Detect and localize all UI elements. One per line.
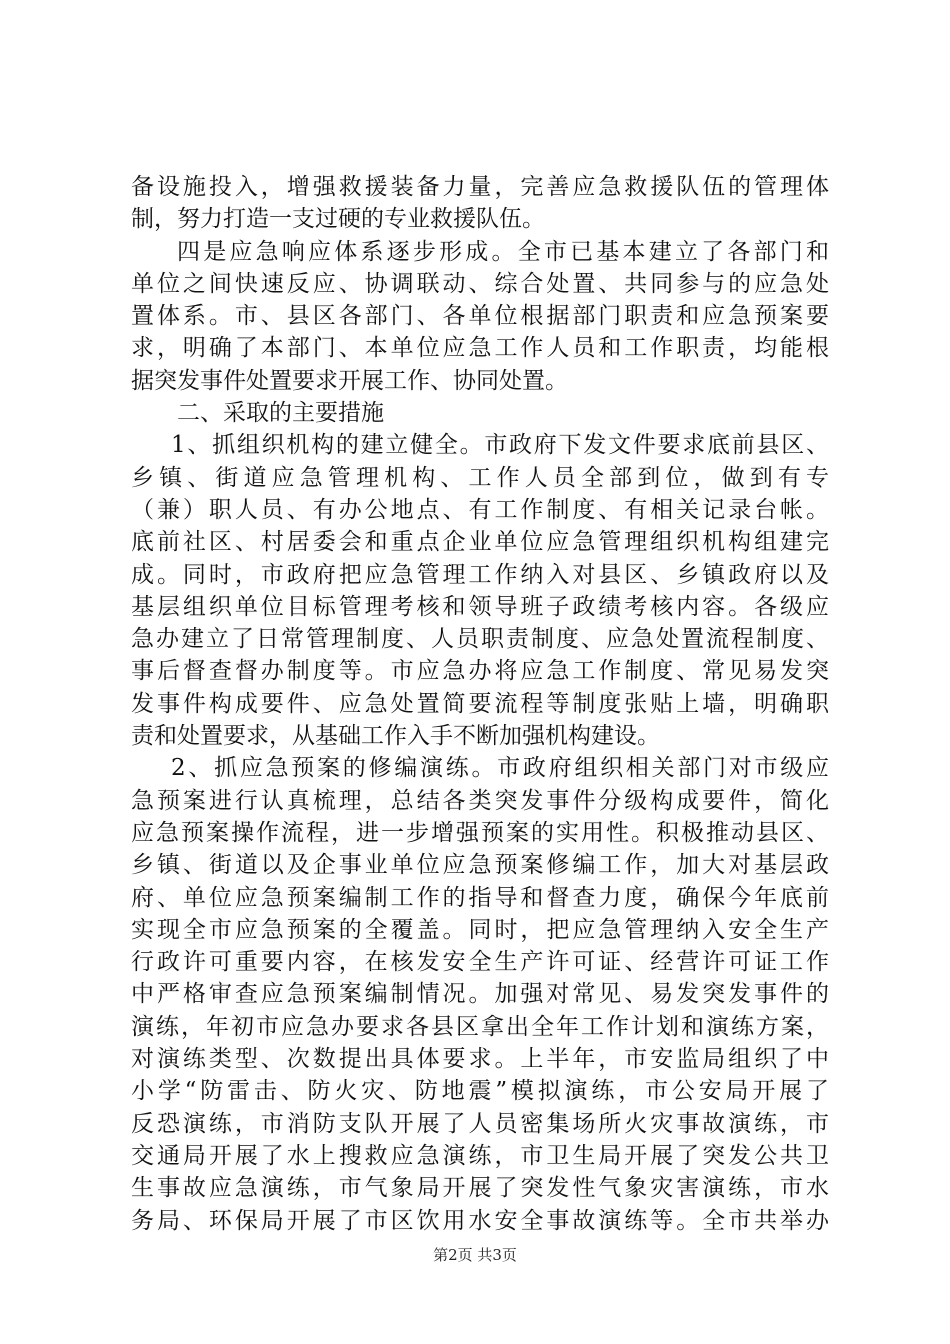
text-line: 求，明确了本部门、本单位应急工作人员和工作职责，均能根 bbox=[131, 335, 829, 362]
text-line: 演练，年初市应急办要求各县区拿出全年工作计划和演练方案， bbox=[131, 1013, 829, 1040]
text-line: 事后督查督办制度等。市应急办将应急工作制度、常见易发突 bbox=[131, 658, 829, 685]
text-line: 2、抓应急预案的修编演练。市政府组织相关部门对市级应 bbox=[171, 755, 829, 782]
text-line: 乡镇、街道以及企事业单位应急预案修编工作，加大对基层政 bbox=[131, 852, 829, 879]
page-number: 第2页 共3页 bbox=[433, 1246, 517, 1264]
page-footer bbox=[0, 1245, 950, 1265]
text-line: 急办建立了日常管理制度、人员职责制度、应急处置流程制度、 bbox=[131, 626, 829, 653]
text-line: 乡镇、街道应急管理机构、工作人员全部到位，做到有专 bbox=[131, 464, 829, 491]
body-text bbox=[131, 171, 829, 1237]
text-line: 据突发事件处置要求开展工作、协同处置。 bbox=[131, 367, 568, 394]
text-line: 反恐演练，市消防支队开展了人员密集场所火灾事故演练，市 bbox=[131, 1110, 829, 1137]
text-line: 置体系。市、县区各部门、各单位根据部门职责和应急预案要 bbox=[131, 303, 829, 330]
text-line: 基层组织单位目标管理考核和领导班子政绩考核内容。各级应 bbox=[131, 593, 829, 620]
text-line: 成。同时，市政府把应急管理工作纳入对县区、乡镇政府以及 bbox=[131, 561, 829, 588]
text-line: 底前社区、村居委会和重点企业单位应急管理组织机构组建完 bbox=[131, 529, 829, 556]
text-line: 四是应急响应体系逐步形成。全市已基本建立了各部门和 bbox=[177, 238, 829, 265]
text-line: 应急预案操作流程，进一步增强预案的实用性。积极推动县区、 bbox=[131, 819, 829, 846]
text-line: 府、单位应急预案编制工作的指导和督查力度，确保今年底前 bbox=[131, 884, 829, 911]
text-line: 中严格审查应急预案编制情况。加强对常见、易发突发事件的 bbox=[131, 981, 829, 1008]
text-line: 对演练类型、次数提出具体要求。上半年，市安监局组织了中 bbox=[131, 1046, 829, 1073]
text-line: 实现全市应急预案的全覆盖。同时，把应急管理纳入安全生产 bbox=[131, 916, 829, 943]
text-line: 单位之间快速反应、协调联动、综合处置、共同参与的应急处 bbox=[131, 270, 829, 297]
text-line: 小学“防雷击、防火灾、防地震”模拟演练，市公安局开展了 bbox=[131, 1078, 829, 1105]
section-heading: 二、采取的主要措施 bbox=[177, 400, 384, 427]
text-line: 备设施投入，增强救援装备力量，完善应急救援队伍的管理体 bbox=[131, 174, 829, 200]
text-line: 交通局开展了水上搜救应急演练，市卫生局开展了突发公共卫 bbox=[131, 1142, 829, 1169]
text-line: 务局、环保局开展了市区饮用水安全事故演练等。全市共举办 bbox=[131, 1207, 829, 1234]
text-line: 发事件构成要件、应急处置简要流程等制度张贴上墙，明确职 bbox=[131, 690, 829, 717]
text-line: 生事故应急演练，市气象局开展了突发性气象灾害演练，市水 bbox=[131, 1175, 829, 1202]
text-line: 1、抓组织机构的建立健全。市政府下发文件要求底前县区、 bbox=[171, 432, 829, 459]
text-line: （兼）职人员、有办公地点、有工作制度、有相关记录台帐。 bbox=[131, 496, 829, 523]
text-line: 行政许可重要内容，在核发安全生产许可证、经营许可证工作 bbox=[131, 949, 829, 976]
text-line: 责和处置要求，从基础工作入手不断加强机构建设。 bbox=[131, 723, 660, 750]
text-line: 急预案进行认真梳理，总结各类突发事件分级构成要件，简化 bbox=[131, 787, 829, 814]
text-line: 制，努力打造一支过硬的专业救援队伍。 bbox=[131, 206, 545, 233]
